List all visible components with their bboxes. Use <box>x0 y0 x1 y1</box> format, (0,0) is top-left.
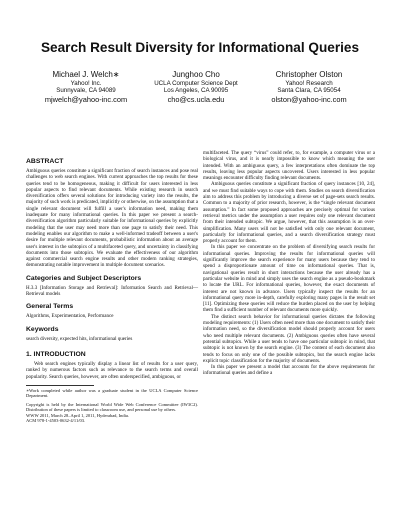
introduction-heading: 1. INTRODUCTION <box>26 350 86 358</box>
general-terms-heading: General Terms <box>26 303 74 311</box>
author-block <box>135 70 257 104</box>
author-name: Junghoo Cho <box>172 70 220 79</box>
paper-title: Search Result Diversity for Informational Queries <box>40 40 360 55</box>
categories-text: H.3.3 [Information Storage and Retrieval]: Information Search and Retrieval—Retrieval models <box>26 284 198 298</box>
keywords-heading: Keywords <box>26 325 59 333</box>
general-terms-text: Algorithms, Experimentation, Performance <box>26 313 114 320</box>
author-footnote: ∗Work completed while author was a graduate student in the UCLA Computer Science Department. <box>26 387 198 399</box>
categories-heading: Categories and Subject Descriptors <box>26 274 142 282</box>
footnote-divider <box>26 385 94 386</box>
author-block <box>25 70 147 104</box>
right-column <box>203 150 375 377</box>
author-name: Michael J. Welch∗ <box>52 70 120 79</box>
author-address: Sunnyvale, CA 94089 <box>56 87 116 95</box>
abstract-text: Ambiguous queries constitute a significant fraction of search instances and pose real challenges to web search engines. With current approaches the top results for these queries tend to be homogeneous, making it difficult for users interested in less popular aspects to find relevant documents. While existing research in search diversification offers several solutions for introducing variety into the results, the majority of such work is predicated, implicitly or otherwise, on the assumption that a single relevant document will fulfill a user's information need, making them inadequate for many informational queries. In this paper we present a search-diversification algorithm particularly suitable for informational queries by explicitly modeling that the user may need more than one page to satisfy their need. This modeling enables our algorithm to make a well-informed tradeoff between a user's desire for multiple relevant documents, probabilistic information about an average user's interest in the subtopics of a multifaceted query, and uncertainty in classifying documents into those subtopics. We evaluate the effectiveness of our algorithm against commercial search engine results and other modern ranking strategies, demonstrating notable improvement in multiple document scenarios. <box>26 168 198 269</box>
body-paragraph: multifaceted. The query “virus” could refer, to, for example, a computer virus or a biological virus, and it is nearly impossible to know which meaning the user intended. With an ambiguous query, a few interpretations often dominate the top results, leaving less popular aspects uncovered. Users interested in less popular meanings encounter difficulty finding relevant documents. <box>203 150 375 182</box>
author-email: mjwelch@yahoo-inc.com <box>44 94 128 104</box>
body-paragraph: Ambiguous queries constitute a significant fraction of query instances [10, 24], and we must find suitable ways to cope with them. Studies on search diversification aim to address this problem by introducing a diverse set of page-sets search results. Common to a majority of prior research, however, is the “single relevant document assumption.” In fact some proposed approaches are precisely optimal for various retrieval metrics under the assumption a user requires only one relevant document from their intended subtopic. We argue, however, that this assumption is an over-simplification. Many users will not be satisfied with only one relevant document, particularly for informational queries, and a search diversification strategy must properly account for them. <box>203 181 375 245</box>
copyright-text: Copyright is held by the International World Wide Web Conference Committee (IW3C2). Distribution of these papers is limited to classroom use, and personal use by others. <box>26 402 198 413</box>
body-paragraph: The distinct search behavior for informational queries dictates the following modeling requirements: (1) Users often need more than one document to satisfy their information need, so the diversification model should properly account for users who need multiple relevant documents. (2) Ambiguous queries often have several potential subtopics. While a user tends to have one particular subtopic in mind, that subtopic is not known by the search engine. (3) The content of each document also tends to focus on only one of the possible subtopics, but the search engine lacks explicit topic classification for the majority of documents. <box>203 313 375 364</box>
body-paragraph: In this paper we concentrate on the problem of diversifying search results for informational queries. Improving the results for informational queries will significantly improve the search experience for many users because they tend to spend a disproportionate amount of time on informational queries. That is, navigational queries result in short interactions because the user already has a particular website in mind and simply uses the search engine as a pseudo-bookmark to locate the URL. For informational queries, however, the exact documents of interest are not known in advance. Users typically inspect the results for an informational query more in-depth, carefully exploring many pages in the result set [11]. Optimizing these queries will reduce the burden placed on the user by helping them find a sufficient number of relevant documents more quickly. <box>203 244 375 314</box>
left-column <box>26 150 198 423</box>
keywords-text: search diversity, expected hits, informational queries <box>26 335 133 342</box>
author-address: Santa Clara, CA 95054 <box>277 87 341 95</box>
copyright-block <box>26 402 198 423</box>
introduction-paragraph: Web search engines typically display a linear list of results for a user query, ranked by numerous factors such as relevance to the search terms and overall popularity. Search queries, however, are often underspecified, ambiguous, or <box>26 360 198 380</box>
acm-line: ACM 978-1-4503-0632-4/11/03. <box>26 417 86 423</box>
author-block <box>248 70 370 104</box>
author-address: Los Angeles, CA 90095 <box>163 87 229 95</box>
author-affiliation: UCLA Computer Science Dept <box>154 79 238 87</box>
author-email: cho@cs.ucla.edu <box>167 94 225 104</box>
body-paragraph: In this paper we present a model that accounts for the above requirements for informational queries and define a <box>203 364 375 377</box>
author-email: olston@yahoo-inc.com <box>271 94 347 104</box>
author-name: Christopher Olston <box>275 70 343 79</box>
conference-line: WWW 2011, March 28–April 1, 2011, Hyderabad, India. <box>26 412 130 418</box>
author-affiliation: Yahoo! Research <box>285 79 333 87</box>
author-affiliation: Yahoo! Inc. <box>70 79 102 87</box>
abstract-heading: ABSTRACT <box>26 158 64 165</box>
